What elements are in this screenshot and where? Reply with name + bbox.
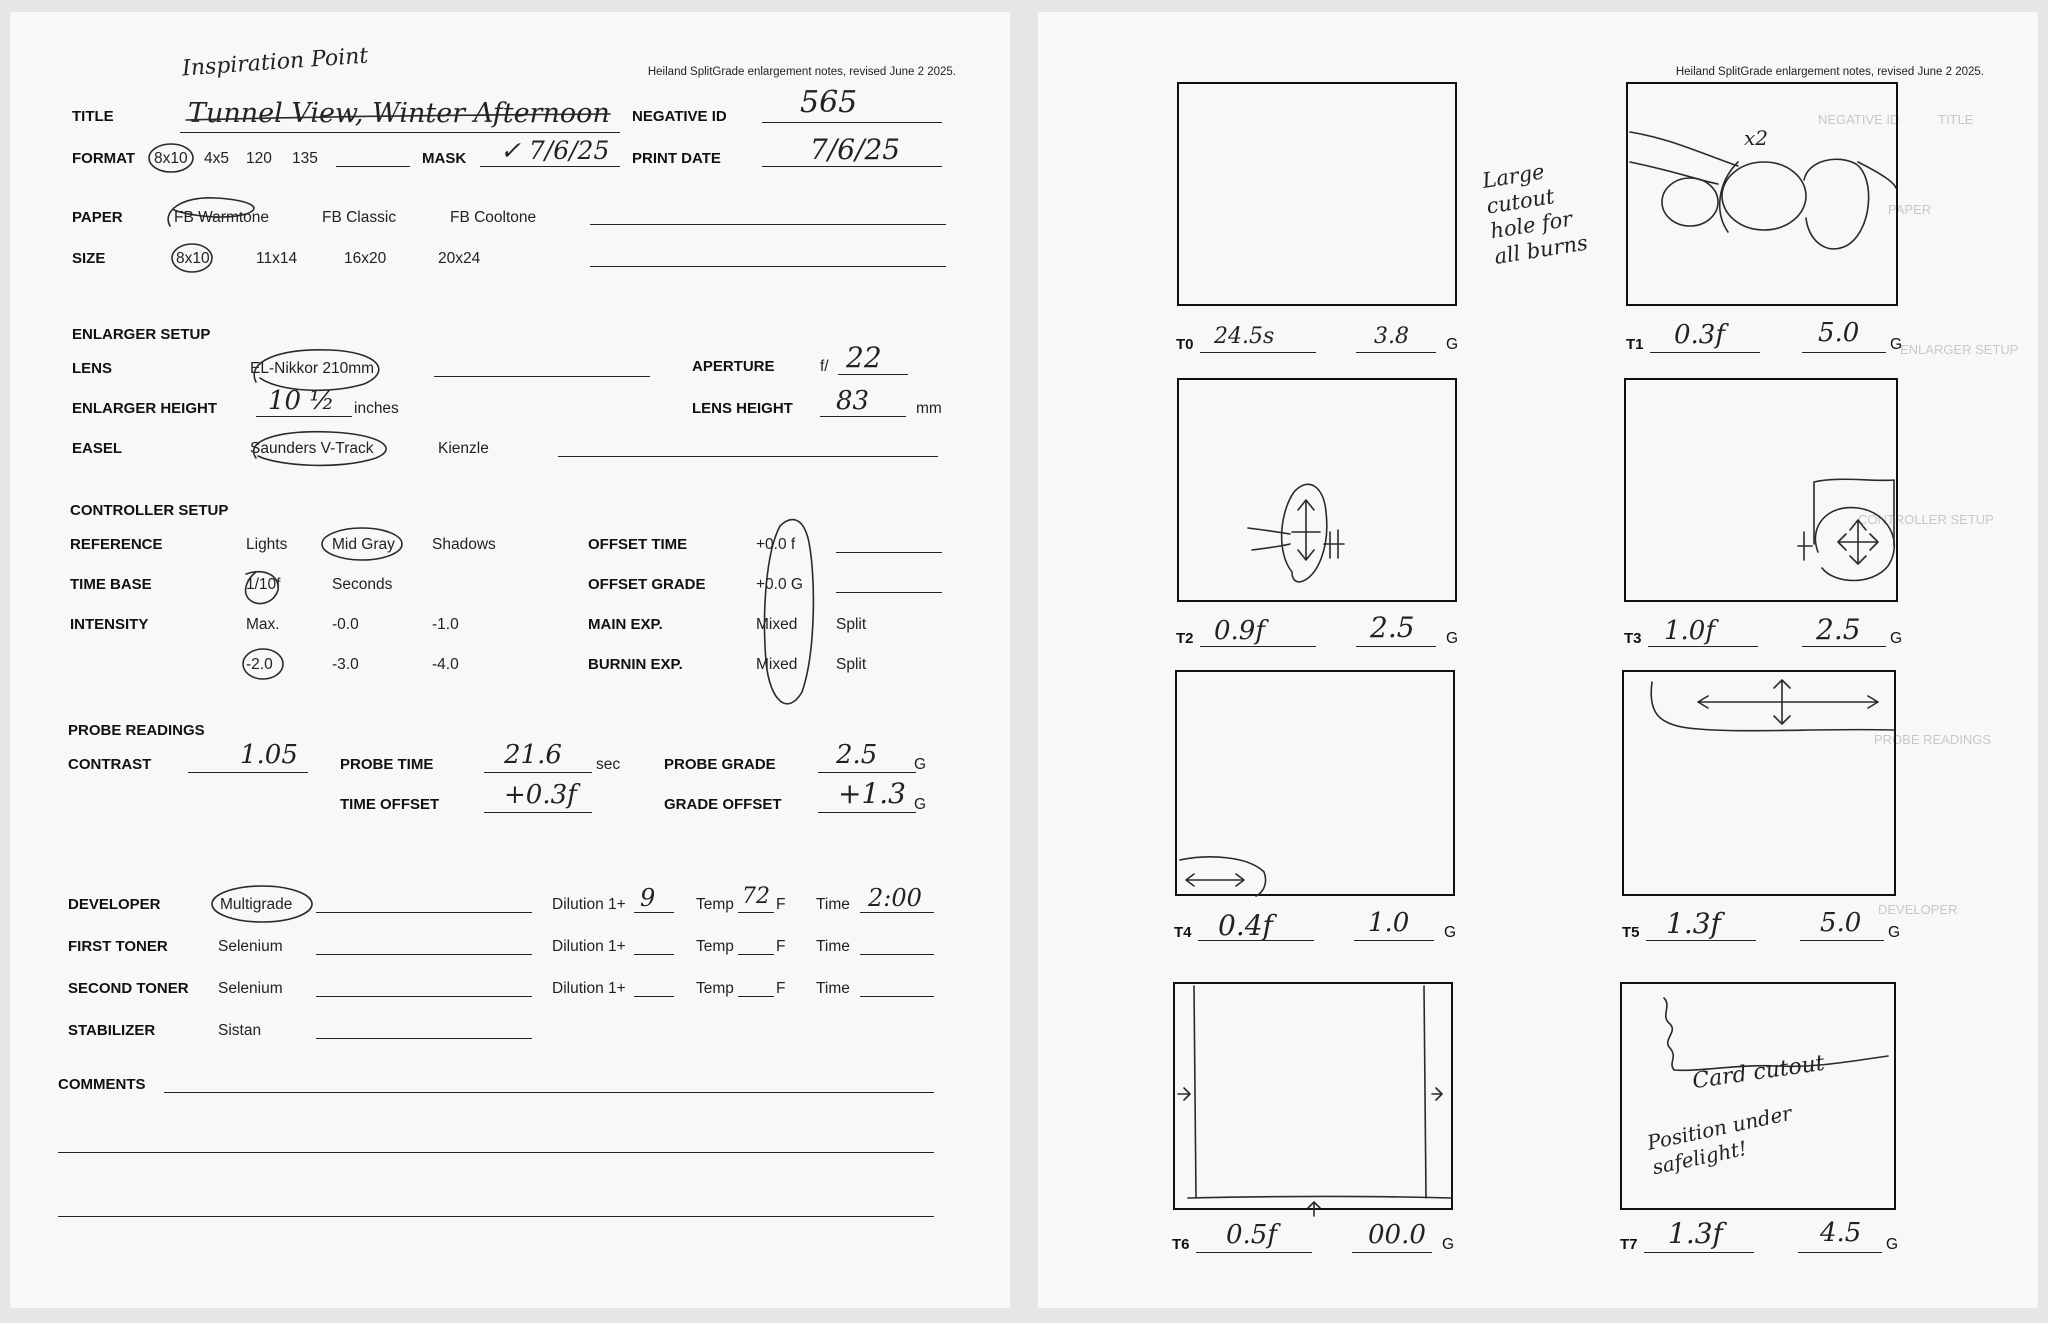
format-other-line[interactable]	[336, 166, 410, 167]
second-toner-temp-line[interactable]	[738, 996, 774, 997]
exposure-box-t0[interactable]	[1177, 82, 1457, 306]
contrast-label: CONTRAST	[68, 756, 152, 773]
t7-card-note: Card cutout	[1690, 1050, 1827, 1095]
exposure-g-unit-t3: G	[1890, 630, 1903, 647]
probe-grade-unit: G	[914, 756, 927, 773]
exposure-time-t1[interactable]: 0.3f	[1674, 320, 1725, 350]
time-offset-line	[484, 812, 592, 813]
probe-grade-label: PROBE GRADE	[664, 756, 776, 773]
lens-height-value[interactable]: 83	[836, 386, 870, 416]
exposure-label-t5: T5	[1622, 924, 1640, 941]
exposure-time-t6[interactable]: 0.5f	[1226, 1220, 1277, 1250]
second-toner-dilution-label: Dilution 1+	[552, 980, 626, 997]
developer-value[interactable]: Multigrade	[220, 896, 293, 913]
probe-section-heading: PROBE READINGS	[68, 722, 205, 739]
developer-temp-unit: F	[776, 896, 786, 913]
exposure-g-unit-t2: G	[1446, 630, 1459, 647]
developer-other-line[interactable]	[316, 912, 532, 913]
burnin-exp-label: BURNIN EXP.	[588, 656, 683, 673]
paper-option-fb-warmtone[interactable]: FB Warmtone	[174, 209, 270, 226]
intensity-option-4[interactable]: -4.0	[432, 656, 459, 673]
main-exp-option-split[interactable]: Split	[836, 616, 867, 633]
burnin-exp-option-split[interactable]: Split	[836, 656, 867, 673]
lens-value[interactable]: EL-Nikkor 210mm	[250, 360, 375, 377]
size-other-line[interactable]	[590, 266, 946, 267]
format-label: FORMAT	[72, 150, 136, 167]
intensity-label: INTENSITY	[70, 616, 149, 633]
exposure-grade-line-t4	[1354, 940, 1434, 941]
first-toner-time-label: Time	[816, 938, 850, 955]
mask-line	[480, 166, 620, 167]
negative-id-label: NEGATIVE ID	[632, 108, 727, 125]
title-value[interactable]: Tunnel View, Winter Afternoon	[188, 98, 610, 129]
aperture-value[interactable]: 22	[846, 341, 882, 374]
lens-label: LENS	[72, 360, 113, 377]
print-date-value[interactable]: 7/6/25	[810, 133, 901, 166]
reference-option-shadows[interactable]: Shadows	[432, 536, 496, 553]
stabilizer-other-line[interactable]	[316, 1038, 532, 1039]
second-toner-dilution-line[interactable]	[634, 996, 674, 997]
offset-grade-value[interactable]: +0.0 G	[756, 576, 803, 593]
first-toner-temp-unit: F	[776, 938, 786, 955]
first-toner-value[interactable]: Selenium	[218, 938, 283, 955]
easel-option-kienzle[interactable]: Kienzle	[438, 440, 489, 457]
developer-temp-label: Temp	[696, 896, 734, 913]
size-option-16x20[interactable]: 16x20	[344, 250, 387, 267]
time-offset-value[interactable]: +0.3f	[504, 780, 577, 810]
exposure-grade-line-t3	[1802, 646, 1886, 647]
exposure-time-t3[interactable]: 1.0f	[1664, 616, 1715, 646]
exposure-grade-t7[interactable]: 4.5	[1820, 1218, 1862, 1248]
exposure-box-t1[interactable]	[1626, 82, 1898, 306]
t1-note: x2	[1744, 126, 1769, 150]
notes-sheet-back	[1038, 12, 2038, 1308]
aperture-label: APERTURE	[692, 358, 775, 375]
developer-label: DEVELOPER	[68, 896, 161, 913]
probe-time-line	[484, 772, 592, 773]
time-base-option-1-10f[interactable]: 1/10f	[246, 576, 281, 593]
intensity-option-0[interactable]: -0.0	[332, 616, 359, 633]
time-base-option-seconds[interactable]: Seconds	[332, 576, 393, 593]
intensity-option-1[interactable]: -1.0	[432, 616, 459, 633]
paper-label: PAPER	[72, 209, 123, 226]
format-option-120[interactable]: 120	[246, 150, 272, 167]
main-exp-option-mixed[interactable]: Mixed	[756, 616, 798, 633]
size-label: SIZE	[72, 250, 106, 267]
exposure-label-t2: T2	[1176, 630, 1194, 647]
intensity-option-3[interactable]: -3.0	[332, 656, 359, 673]
second-toner-temp-label: Temp	[696, 980, 734, 997]
exposure-time-line-t6	[1196, 1252, 1312, 1253]
paper-other-line[interactable]	[590, 224, 946, 225]
probe-time-label: PROBE TIME	[340, 756, 434, 773]
enlarger-height-unit: inches	[354, 400, 399, 417]
paper-option-fb-classic[interactable]: FB Classic	[322, 209, 397, 226]
stabilizer-value[interactable]: Sistan	[218, 1022, 262, 1039]
exposure-grade-line-t2	[1356, 646, 1436, 647]
comments-label: COMMENTS	[58, 1076, 146, 1093]
exposure-time-line-t5	[1646, 940, 1756, 941]
developer-dilution-line	[634, 912, 674, 913]
format-option-8x10[interactable]: 8x10	[154, 150, 188, 167]
exposure-g-unit-t6: G	[1442, 1236, 1455, 1253]
exposure-box-t4[interactable]	[1175, 670, 1455, 896]
burn-side-note: Large cutout hole for all burns	[1480, 159, 1590, 269]
exposure-grade-line-t1	[1802, 352, 1886, 353]
first-toner-temp-label: Temp	[696, 938, 734, 955]
exposure-label-t0: T0	[1176, 336, 1194, 353]
easel-option-saunders[interactable]: Saunders V-Track	[250, 440, 374, 457]
size-option-11x14[interactable]: 11x14	[256, 250, 298, 267]
reference-option-mid-gray[interactable]: Mid Gray	[332, 536, 395, 553]
exposure-time-line-t1	[1650, 352, 1760, 353]
enlarger-height-line	[256, 416, 352, 417]
mask-label: MASK	[422, 150, 467, 167]
probe-grade-value[interactable]: 2.5	[836, 740, 878, 770]
exposure-g-unit-t1: G	[1890, 336, 1903, 353]
print-date-label: PRINT DATE	[632, 150, 721, 167]
size-option-8x10[interactable]: 8x10	[176, 250, 210, 267]
exposure-box-t3[interactable]	[1624, 378, 1898, 602]
developer-dilution-value[interactable]: 9	[640, 884, 656, 912]
developer-time-line	[860, 912, 934, 913]
probe-time-unit: sec	[596, 756, 621, 773]
exposure-label-t3: T3	[1624, 630, 1642, 647]
title-annotation: Inspiration Point	[181, 43, 370, 82]
grade-offset-line	[818, 812, 916, 813]
first-toner-dilution-label: Dilution 1+	[552, 938, 626, 955]
show-through-developer: DEVELOPER	[1878, 902, 1958, 917]
paper-option-fb-cooltone[interactable]: FB Cooltone	[450, 209, 537, 226]
time-base-label: TIME BASE	[70, 576, 152, 593]
show-through-probe: PROBE READINGS	[1874, 732, 1992, 747]
exposure-time-line-t2	[1200, 646, 1316, 647]
show-through-negative: NEGATIVE ID	[1818, 112, 1900, 127]
exposure-label-t1: T1	[1626, 336, 1644, 353]
developer-temp-line	[738, 912, 774, 913]
exposure-g-unit-t4: G	[1444, 924, 1457, 941]
exposure-grade-t0[interactable]: 3.8	[1374, 324, 1409, 349]
exposure-time-t7[interactable]: 1.3f	[1668, 1217, 1723, 1250]
enlarger-height-value[interactable]: 10 ½	[268, 386, 335, 416]
exposure-grade-t4[interactable]: 1.0	[1368, 908, 1410, 938]
exposure-time-t2[interactable]: 0.9f	[1214, 616, 1265, 646]
main-exp-label: MAIN EXP.	[588, 616, 663, 633]
easel-other-line[interactable]	[558, 456, 938, 457]
t7-position-note: Position under safelight!	[1644, 1100, 1794, 1180]
burnin-exp-option-mixed[interactable]: Mixed	[756, 656, 798, 673]
mask-value[interactable]: ✓ 7/6/25	[500, 136, 610, 165]
exposure-g-unit-t0: G	[1446, 336, 1459, 353]
exposure-box-t5[interactable]	[1622, 670, 1896, 896]
exposure-time-line-t3	[1648, 646, 1758, 647]
exposure-grade-line-t6	[1352, 1252, 1432, 1253]
show-through-paper: PAPER	[1888, 202, 1932, 217]
exposure-g-unit-t5: G	[1888, 924, 1901, 941]
time-offset-label: TIME OFFSET	[340, 796, 440, 813]
negative-id-value[interactable]: 565	[800, 85, 858, 120]
exposure-grade-line-t0	[1356, 352, 1436, 353]
notes-sheet-front	[10, 12, 1010, 1308]
show-through-enlarger: ENLARGER SETUP	[1900, 342, 2019, 357]
exposure-time-t5[interactable]: 1.3f	[1666, 907, 1721, 940]
first-toner-other-line[interactable]	[316, 954, 532, 955]
first-toner-time-line[interactable]	[860, 954, 934, 955]
title-label: TITLE	[72, 108, 114, 125]
exposure-grade-t2[interactable]: 2.5	[1370, 611, 1415, 644]
probe-grade-line	[818, 772, 916, 773]
aperture-prefix: f/	[820, 358, 829, 375]
second-toner-temp-unit: F	[776, 980, 786, 997]
enlarger-section-heading: ENLARGER SETUP	[72, 326, 211, 343]
print-date-line	[762, 166, 942, 167]
show-through-title: TITLE	[1938, 112, 1974, 127]
developer-time-value[interactable]: 2:00	[868, 884, 922, 912]
offset-time-line[interactable]	[836, 552, 942, 553]
aperture-line	[838, 374, 908, 375]
comments-line-2[interactable]	[58, 1152, 934, 1153]
contrast-line	[188, 772, 308, 773]
controller-section-heading: CONTROLLER SETUP	[70, 502, 229, 519]
grade-offset-unit: G	[914, 796, 927, 813]
enlarger-height-label: ENLARGER HEIGHT	[72, 400, 218, 417]
exposure-time-t4[interactable]: 0.4f	[1218, 909, 1273, 942]
second-toner-time-label: Time	[816, 980, 850, 997]
exposure-grade-t5[interactable]: 5.0	[1820, 908, 1862, 938]
reference-option-lights[interactable]: Lights	[246, 536, 288, 553]
format-option-4x5[interactable]: 4x5	[204, 150, 229, 167]
lens-height-line	[820, 416, 906, 417]
exposure-g-unit-t7: G	[1886, 1236, 1899, 1253]
second-toner-value[interactable]: Selenium	[218, 980, 283, 997]
offset-time-label: OFFSET TIME	[588, 536, 688, 553]
exposure-grade-line-t7	[1798, 1252, 1882, 1253]
second-toner-label: SECOND TONER	[68, 980, 189, 997]
exposure-grade-t3[interactable]: 2.5	[1816, 613, 1861, 646]
format-option-135[interactable]: 135	[292, 150, 318, 167]
exposure-box-t2[interactable]	[1177, 378, 1457, 602]
first-toner-dilution-line[interactable]	[634, 954, 674, 955]
exposure-label-t4: T4	[1174, 924, 1192, 941]
grade-offset-label: GRADE OFFSET	[664, 796, 782, 813]
offset-grade-label: OFFSET GRADE	[588, 576, 706, 593]
exposure-grade-t6[interactable]: 00.0	[1368, 1220, 1426, 1250]
exposure-grade-line-t5	[1800, 940, 1884, 941]
second-toner-time-line[interactable]	[860, 996, 934, 997]
intensity-option-max[interactable]: Max.	[246, 616, 280, 633]
reference-label: REFERENCE	[70, 536, 163, 553]
exposure-time-t0[interactable]: 24.5s	[1214, 324, 1275, 349]
size-option-20x24[interactable]: 20x24	[438, 250, 481, 267]
probe-time-value[interactable]: 21.6	[504, 740, 562, 770]
exposure-time-line-t7	[1644, 1252, 1754, 1253]
grade-offset-value[interactable]: +1.3	[838, 777, 906, 810]
lens-height-unit: mm	[916, 400, 942, 417]
stabilizer-label: STABILIZER	[68, 1022, 156, 1039]
exposure-label-t6: T6	[1172, 1236, 1190, 1253]
easel-label: EASEL	[72, 440, 123, 457]
developer-temp-value[interactable]: 72	[742, 884, 770, 909]
contrast-value[interactable]: 1.05	[240, 740, 298, 770]
title-line	[180, 132, 620, 133]
negative-id-line	[762, 122, 942, 123]
developer-dilution-label: Dilution 1+	[552, 896, 626, 913]
exposure-box-t6[interactable]	[1173, 982, 1453, 1210]
comments-line-3[interactable]	[58, 1216, 934, 1217]
intensity-option-2[interactable]: -2.0	[246, 656, 273, 673]
sheet-header: Heiland SplitGrade enlargement notes, revised June 2 2025.	[647, 66, 956, 78]
first-toner-label: FIRST TONER	[68, 938, 168, 955]
first-toner-temp-line[interactable]	[738, 954, 774, 955]
offset-grade-line[interactable]	[836, 592, 942, 593]
show-through-controller: CONTROLLER SETUP	[1858, 512, 1994, 527]
sheet-header-back: Heiland SplitGrade enlargement notes, revised June 2 2025.	[1675, 66, 1984, 78]
lens-height-label: LENS HEIGHT	[692, 400, 793, 417]
second-toner-other-line[interactable]	[316, 996, 532, 997]
exposure-grade-t1[interactable]: 5.0	[1818, 318, 1860, 348]
exposure-label-t7: T7	[1620, 1236, 1638, 1253]
developer-time-label: Time	[816, 896, 850, 913]
lens-other-line[interactable]	[434, 376, 650, 377]
comments-line-1[interactable]	[164, 1092, 934, 1093]
exposure-time-line-t0	[1200, 352, 1316, 353]
offset-time-value[interactable]: +0.0 f	[756, 536, 796, 553]
